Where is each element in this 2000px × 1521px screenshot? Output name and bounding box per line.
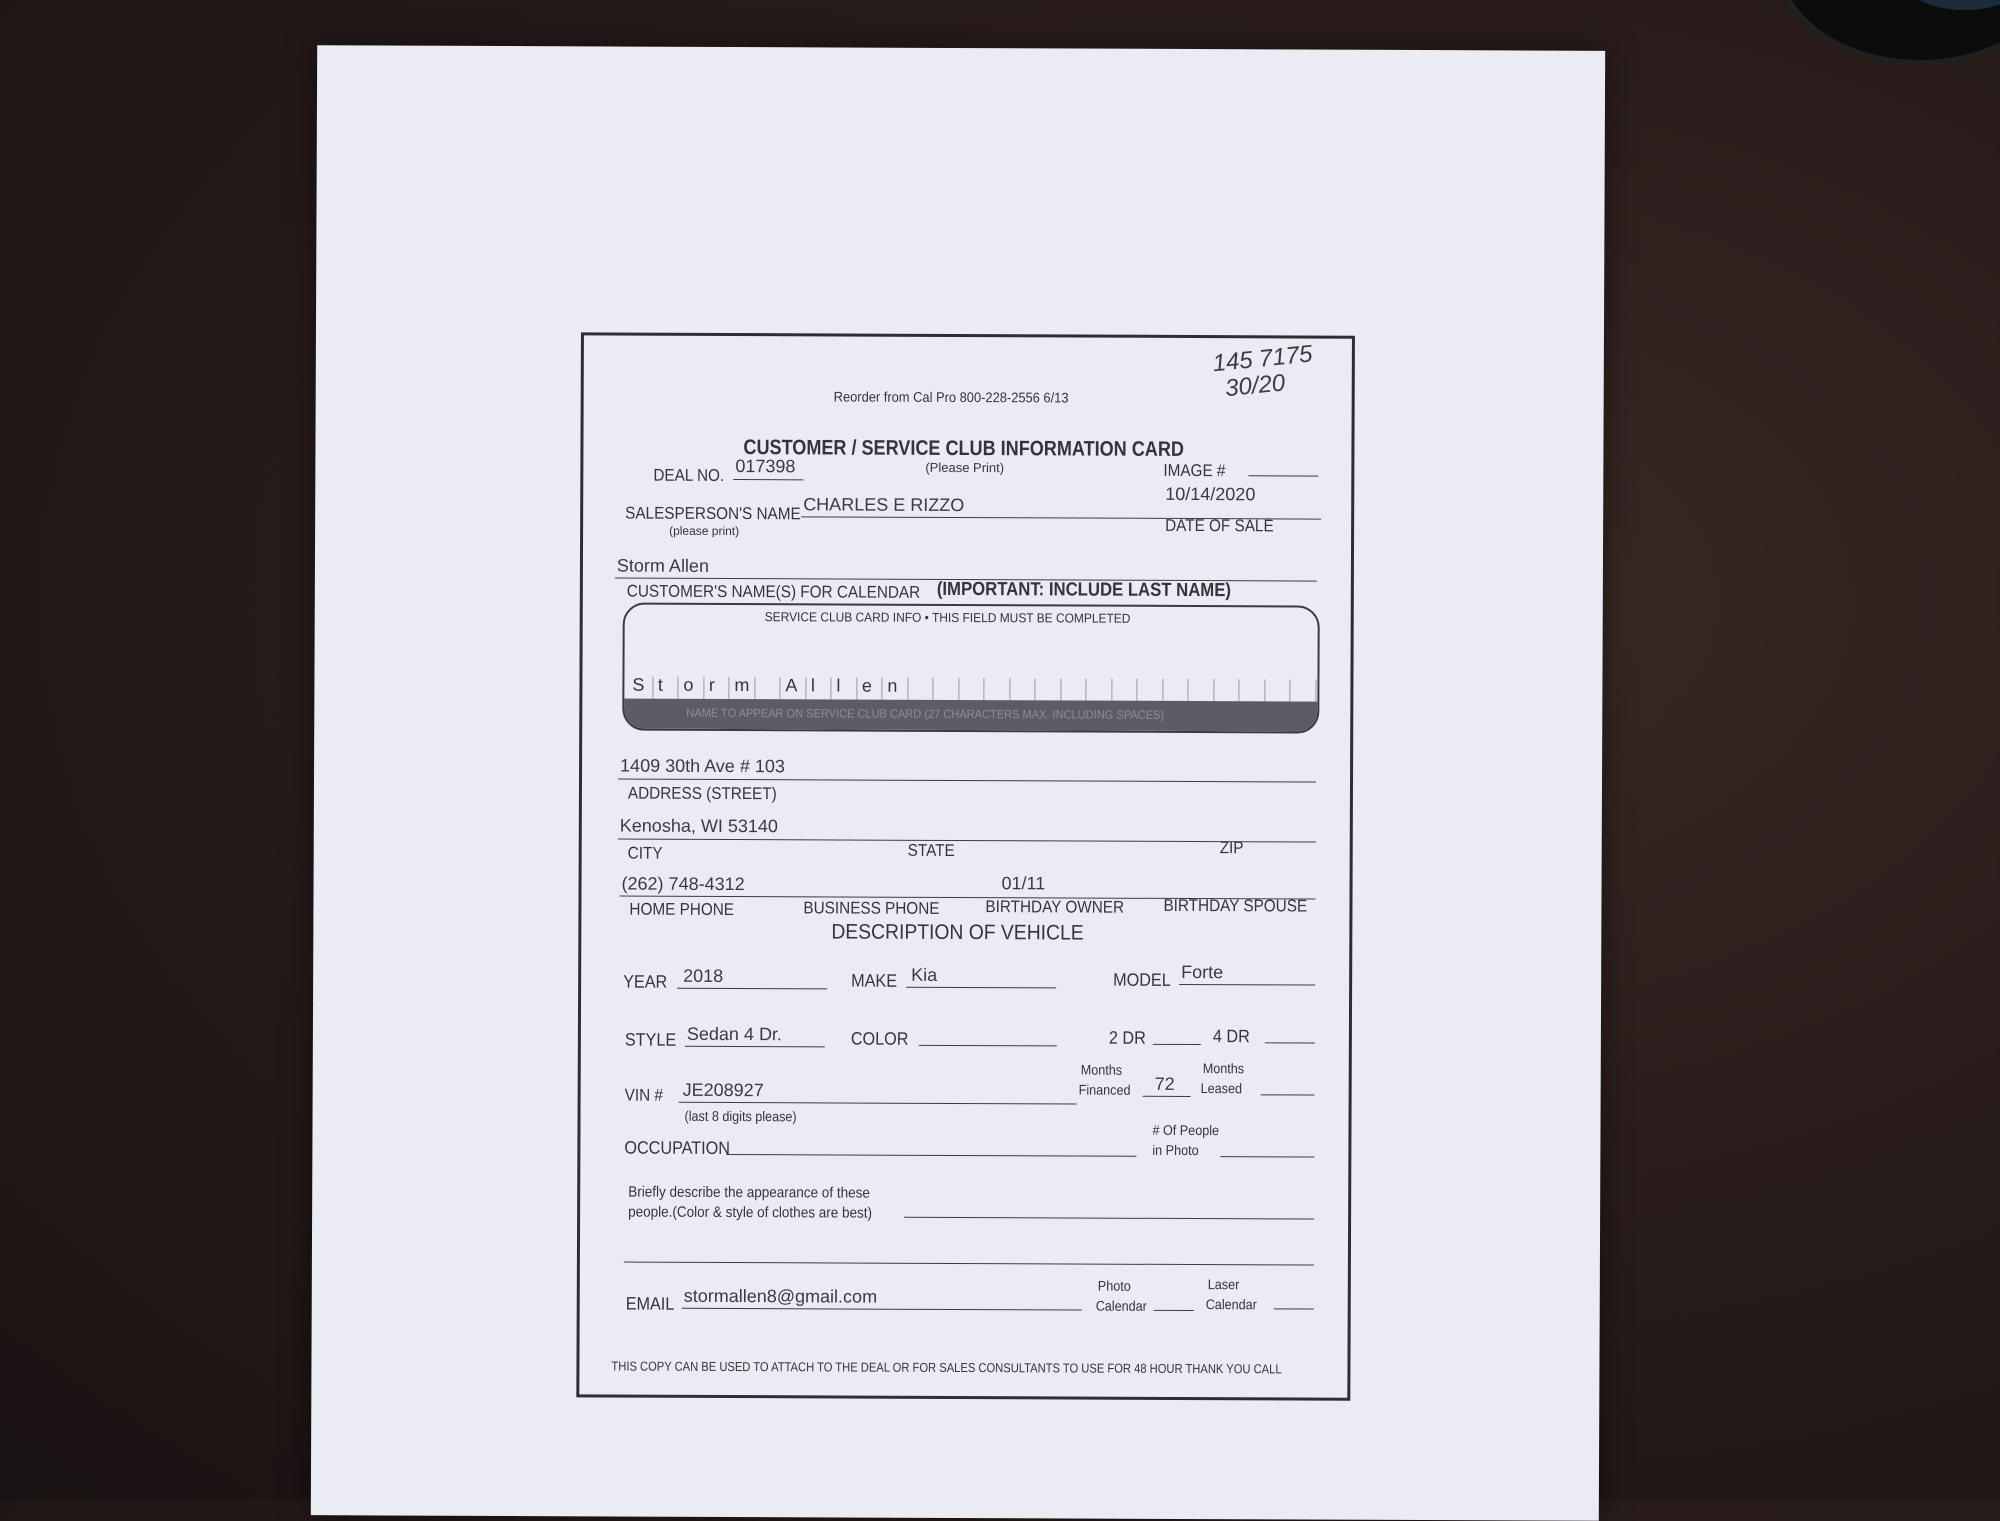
- handwritten-note-line-2: 30/20: [1223, 369, 1287, 403]
- vehicle-heading: DESCRIPTION OF VEHICLE: [831, 920, 1084, 945]
- service-club-grid-divider: [652, 677, 653, 699]
- occupation-label: OCCUPATION: [624, 1137, 731, 1159]
- service-club-grid-divider: [805, 677, 806, 699]
- service-club-grid-divider: [728, 677, 729, 699]
- months-financed-top: Months: [1080, 1061, 1123, 1078]
- service-club-grid-divider: [1060, 678, 1061, 700]
- photo-calendar-bottom: Calendar: [1095, 1297, 1147, 1314]
- color-line: [919, 1045, 1057, 1047]
- style-line: [685, 1046, 825, 1048]
- laser-calendar-bottom: Calendar: [1205, 1296, 1257, 1313]
- two-door-label: 2 DR: [1108, 1027, 1146, 1048]
- vin-line: [679, 1102, 1077, 1105]
- information-card: [576, 332, 1355, 1400]
- customer-name-label: CUSTOMER'S NAME(S) FOR CALENDAR: [626, 581, 921, 602]
- service-club-grid-divider: [881, 678, 882, 700]
- people-in-photo-line: [1220, 1156, 1314, 1157]
- make-line: [906, 987, 1056, 989]
- birthday-owner-label: BIRTHDAY OWNER: [985, 897, 1125, 917]
- service-club-box: [622, 603, 1320, 734]
- service-club-grid-divider: [1136, 679, 1137, 701]
- email-line: [682, 1308, 1082, 1311]
- salesperson-value: CHARLES E RIZZO: [803, 494, 965, 516]
- city-line: [618, 839, 1316, 843]
- service-club-grid-divider: [1111, 679, 1112, 701]
- deal-no-value: 017398: [735, 456, 796, 477]
- email-label: EMAIL: [625, 1293, 675, 1314]
- service-club-grid-divider: [856, 678, 857, 700]
- vin-note: (last 8 digits please): [684, 1107, 797, 1125]
- service-club-grid-divider: [1238, 679, 1239, 701]
- months-financed-line: [1143, 1096, 1191, 1097]
- model-value: Forte: [1181, 961, 1224, 983]
- photo-calendar-top: Photo: [1097, 1277, 1131, 1294]
- color-label: COLOR: [850, 1028, 909, 1049]
- photo-calendar-line: [1154, 1310, 1194, 1311]
- vin-label: VIN #: [624, 1085, 663, 1105]
- service-club-grid-divider: [779, 677, 780, 699]
- service-club-letter: o: [683, 674, 694, 695]
- service-club-letter: A: [785, 675, 798, 696]
- service-club-letter: l: [836, 675, 841, 696]
- service-club-grid-divider: [932, 678, 933, 700]
- business-phone-label: BUSINESS PHONE: [803, 898, 940, 918]
- service-club-footer: NAME TO APPEAR ON SERVICE CLUB CARD (27 CHARACTERS MAX. INCLUDING SPACES): [686, 705, 1165, 722]
- zip-label: ZIP: [1219, 838, 1244, 858]
- service-club-grid-divider: [1315, 680, 1316, 702]
- service-club-grid-divider: [958, 678, 959, 700]
- year-value: 2018: [683, 965, 724, 986]
- home-phone-value: (262) 748-4312: [621, 873, 745, 895]
- describe-line: [904, 1217, 1314, 1220]
- year-label: YEAR: [623, 971, 668, 992]
- service-club-grid-divider: [1264, 679, 1265, 701]
- service-club-grid-divider: [754, 677, 755, 699]
- address-line: [618, 779, 1316, 783]
- model-line: [1179, 984, 1315, 986]
- make-label: MAKE: [851, 970, 898, 991]
- service-club-letter: t: [657, 674, 663, 695]
- months-financed-bottom: Financed: [1078, 1081, 1131, 1098]
- image-number-label: IMAGE #: [1163, 460, 1226, 481]
- service-club-grid-divider: [830, 677, 831, 699]
- months-financed-value: 72: [1154, 1073, 1175, 1094]
- customer-name-value: Storm Allen: [616, 555, 710, 576]
- service-club-grid-divider: [1085, 679, 1086, 701]
- deal-no-line: [733, 479, 803, 480]
- date-of-sale-label: DATE OF SALE: [1165, 515, 1274, 536]
- home-phone-label: HOME PHONE: [629, 899, 735, 920]
- four-door-label: 4 DR: [1212, 1026, 1250, 1047]
- card-title: CUSTOMER / SERVICE CLUB INFORMATION CARD: [743, 436, 1184, 461]
- please-print-note: (Please Print): [925, 459, 1005, 476]
- describe-line-2: people.(Color & style of clothes are best): [628, 1203, 873, 1222]
- vin-value: JE208927: [682, 1079, 764, 1101]
- city-label: CITY: [627, 843, 663, 863]
- service-club-heading: SERVICE CLUB CARD INFO • THIS FIELD MUST BE COMPLETED: [764, 609, 1131, 626]
- describe-line-1: Briefly describe the appearance of these: [628, 1183, 870, 1202]
- people-in-photo-bottom: in Photo: [1152, 1141, 1199, 1159]
- laser-calendar-top: Laser: [1207, 1276, 1240, 1293]
- reorder-text: Reorder from Cal Pro 800-228-2556 6/13: [833, 388, 1069, 406]
- paper-sheet: [311, 45, 1605, 1521]
- service-club-grid-divider: [1162, 679, 1163, 701]
- two-door-line: [1153, 1044, 1201, 1045]
- months-leased-line: [1261, 1094, 1315, 1095]
- city-value: Kenosha, WI 53140: [619, 815, 778, 837]
- image-number-line: [1248, 475, 1318, 476]
- occupation-line: [726, 1154, 1136, 1157]
- email-value: stormallen8@gmail.com: [683, 1285, 878, 1307]
- card-footer: THIS COPY CAN BE USED TO ATTACH TO THE DEAL OR FOR SALES CONSULTANTS TO USE FOR 48 HOUR THANK YOU CALL: [611, 1358, 1282, 1377]
- address-label: ADDRESS (STREET): [627, 783, 777, 804]
- four-door-line: [1265, 1042, 1315, 1043]
- handwritten-note-line-1: 145 7175: [1211, 340, 1314, 378]
- service-club-grid-divider: [1213, 679, 1214, 701]
- salesperson-sublabel: (please print): [669, 523, 740, 539]
- service-club-grid-divider: [1187, 679, 1188, 701]
- style-label: STYLE: [624, 1029, 677, 1050]
- make-value: Kia: [911, 964, 938, 985]
- service-club-grid-divider: [907, 678, 908, 700]
- service-club-grid-divider: [677, 677, 678, 699]
- birthday-owner-value: 01/11: [1001, 873, 1046, 894]
- describe-extra-line: [624, 1262, 1314, 1266]
- style-value: Sedan 4 Dr.: [686, 1023, 783, 1045]
- months-leased-bottom: Leased: [1200, 1080, 1243, 1097]
- year-line: [677, 988, 827, 990]
- important-note: (IMPORTANT: INCLUDE LAST NAME): [936, 578, 1232, 602]
- service-club-letter: l: [810, 675, 815, 696]
- service-club-letter: n: [887, 675, 898, 696]
- service-club-footer-bar: [624, 699, 1317, 732]
- model-label: MODEL: [1113, 969, 1171, 990]
- service-club-letter: S: [632, 674, 645, 695]
- service-club-grid-divider: [1009, 678, 1010, 700]
- birthday-spouse-label: BIRTHDAY SPOUSE: [1163, 895, 1308, 916]
- date-of-sale-value: 10/14/2020: [1165, 483, 1256, 505]
- service-club-grid-divider: [703, 677, 704, 699]
- service-club-letter: r: [708, 674, 715, 695]
- service-club-letter: e: [861, 675, 872, 696]
- deal-no-label: DEAL NO.: [653, 465, 725, 485]
- people-in-photo-top: # Of People: [1152, 1121, 1220, 1139]
- service-club-grid-divider: [983, 678, 984, 700]
- months-leased-top: Months: [1202, 1060, 1245, 1077]
- handwritten-note: [1211, 341, 1316, 403]
- state-label: STATE: [907, 840, 955, 860]
- laser-calendar-line: [1274, 1308, 1314, 1309]
- salesperson-label: SALESPERSON'S NAME: [625, 503, 801, 524]
- address-value: 1409 30th Ave # 103: [620, 755, 785, 777]
- service-club-grid-divider: [1034, 678, 1035, 700]
- service-club-letter: m: [734, 675, 750, 696]
- service-club-grid-divider: [1289, 679, 1290, 701]
